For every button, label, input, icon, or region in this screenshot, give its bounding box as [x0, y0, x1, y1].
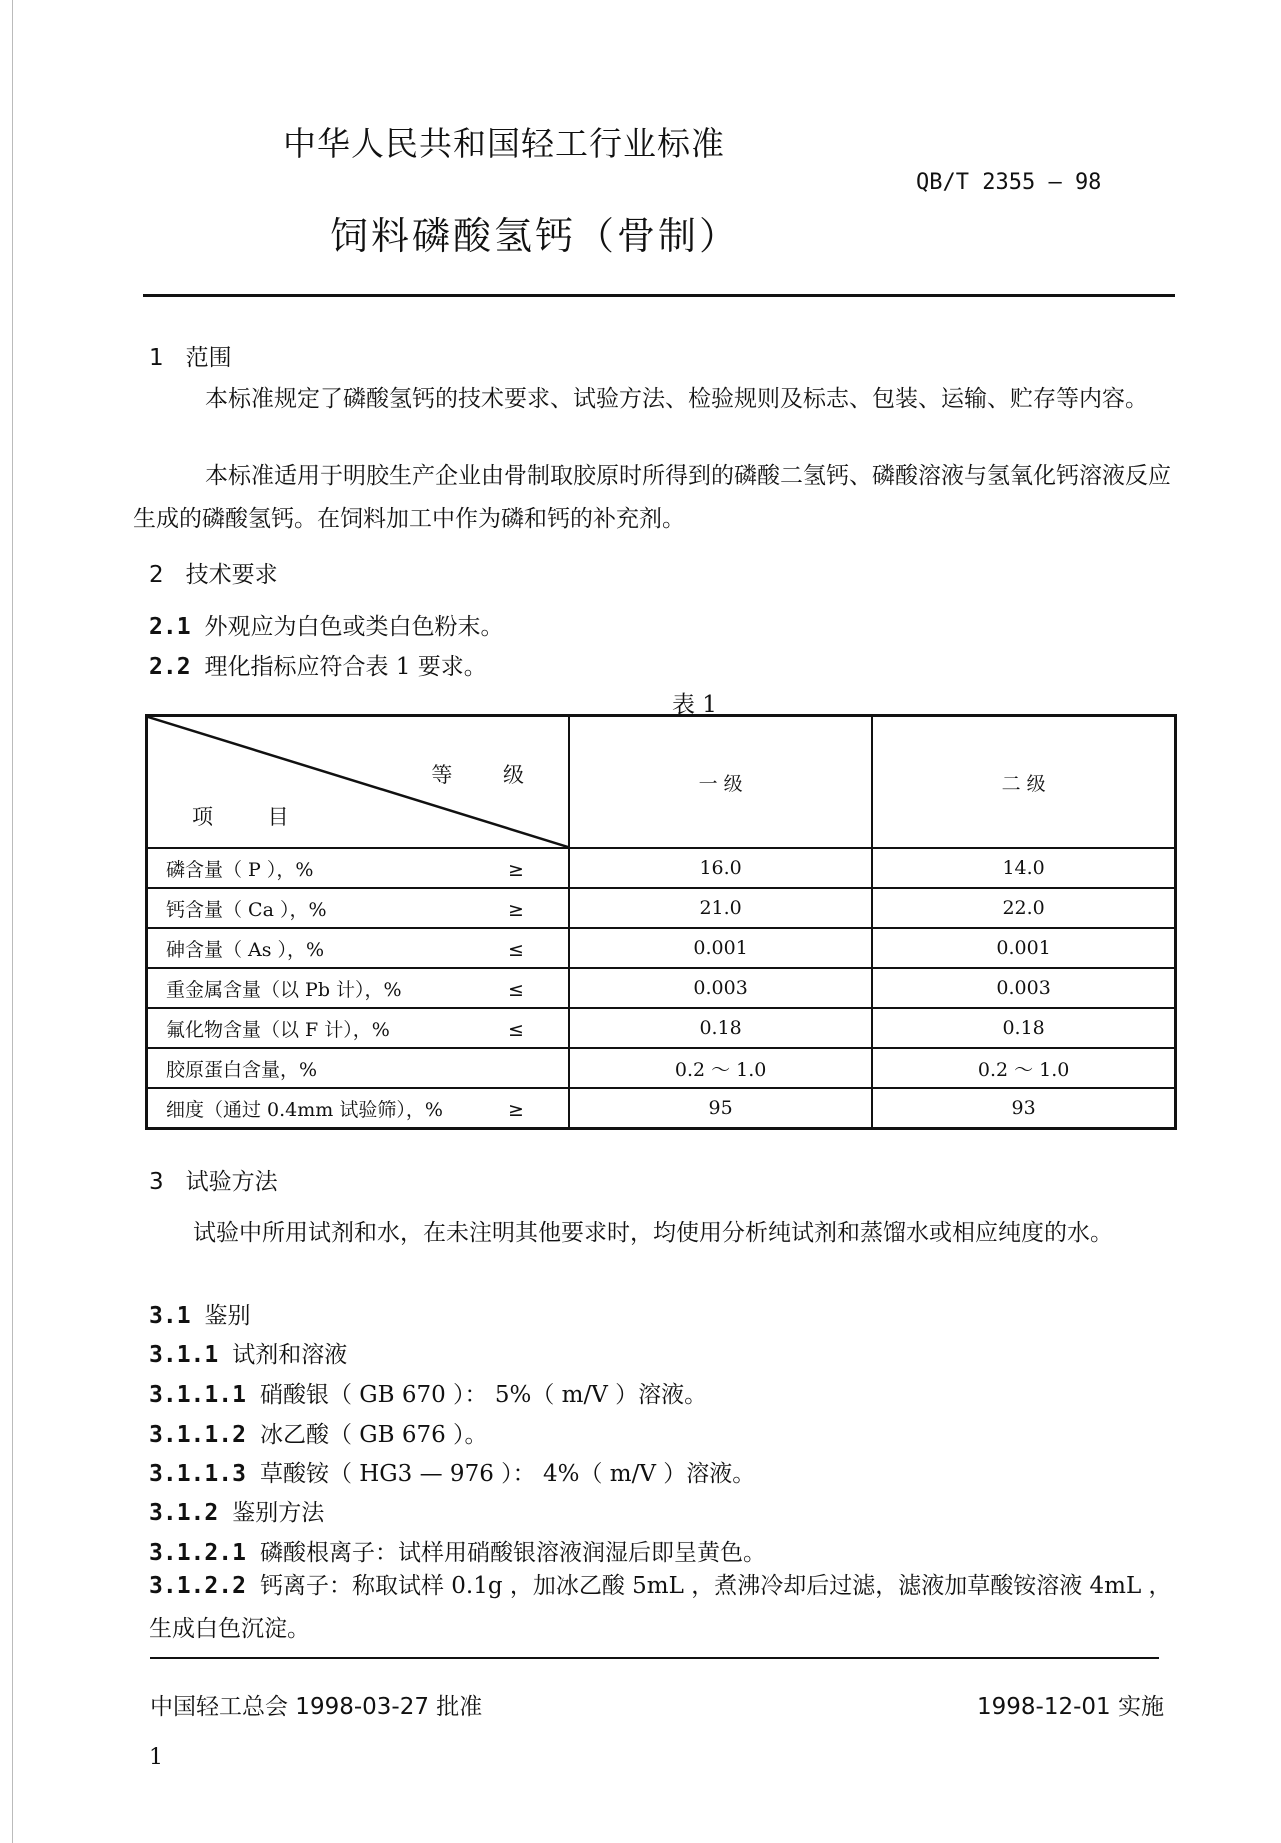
- clause-number: 3.1.2: [149, 1500, 219, 1526]
- clause-2-2: [149, 648, 487, 681]
- clause-text: 冰乙酸（ GB 676 ）。: [259, 1422, 488, 1448]
- grade-1-value: 16.0: [569, 848, 872, 888]
- section-number: 3: [149, 1169, 164, 1195]
- section-title: 试验方法: [185, 1169, 278, 1195]
- clause-number: 3.1.1.3: [149, 1461, 246, 1487]
- clause-number: 2.1: [149, 614, 191, 640]
- grade-1-value: 0.2 ～ 1.0: [569, 1048, 872, 1088]
- standard-number: QB/T 2355 — 98: [916, 170, 1102, 195]
- scope-paragraph-2: 本标准适用于明胶生产企业由骨制取胶原时所得到的磷酸二氢钙、磷酸溶液与氢氧化钙溶液反应生成的磷酸氢钙。在饲料加工中作为磷和钙的补充剂。: [133, 463, 1171, 532]
- clause-number: 3.1.2.2: [149, 1573, 246, 1599]
- clause-text: 钙离子：称取试样 0.1g ，加冰乙酸 5mL ，煮沸冷却后过滤，滤液加草酸铵溶液 4mL ，生成白色沉淀。: [149, 1573, 1172, 1642]
- scan-edge-line: [12, 0, 13, 1843]
- effective-date-line: 1998-12-01 实施: [977, 1694, 1164, 1720]
- methods-paragraph: 试验中所用试剂和水，在未注明其他要求时，均使用分析纯试剂和蒸馏水或相应纯度的水。: [193, 1220, 1113, 1246]
- clause-3-1-2-2: [149, 1565, 1178, 1651]
- table-row: [147, 1088, 1176, 1129]
- document-title: 饲料磷酸氢钙（骨制）: [330, 214, 741, 258]
- clause-number: 3.1: [149, 1303, 191, 1329]
- row-label-cell: [147, 1048, 570, 1088]
- table-row: [147, 848, 1176, 888]
- clause-number: 3.1.1.1: [149, 1382, 246, 1408]
- section-3-heading: [149, 1163, 278, 1196]
- clause-3-1-2-1: [149, 1534, 766, 1567]
- row-label-cell: [147, 928, 570, 968]
- comparison-sign: ≤: [508, 938, 524, 961]
- table-row: [147, 1008, 1176, 1048]
- row-label: 细度（通过 0.4mm 试验筛），%: [166, 1098, 443, 1121]
- grade-1-value: 0.001: [569, 928, 872, 968]
- scope-paragraph-1: 本标准规定了磷酸氢钙的技术要求、试验方法、检验规则及标志、包装、运输、贮存等内容。: [205, 386, 1148, 412]
- row-label-cell: [147, 968, 570, 1008]
- comparison-sign: ≤: [508, 978, 524, 1001]
- comparison-sign: ≥: [508, 858, 524, 881]
- table-row: [147, 928, 1176, 968]
- grade-1-value: 0.003: [569, 968, 872, 1008]
- clause-text: 鉴别方法: [232, 1500, 325, 1526]
- table-row: [147, 1048, 1176, 1088]
- section-number: 1: [149, 345, 164, 371]
- clause-text: 鉴别: [204, 1303, 251, 1329]
- grade-1-value: 0.18: [569, 1008, 872, 1048]
- clause-number: 3.1.1: [149, 1342, 219, 1368]
- approval-line: 中国轻工总会 1998-03-27 批准: [150, 1694, 483, 1720]
- clause-3-1-1-2: [149, 1416, 488, 1449]
- table-header-row: [147, 716, 1176, 849]
- clause-3-1: [149, 1297, 251, 1330]
- grade-2-value: 93: [872, 1088, 1175, 1129]
- clause-3-1-1-1: [149, 1376, 707, 1409]
- grade-2-value: 14.0: [872, 848, 1175, 888]
- row-label-cell: [147, 1088, 570, 1129]
- row-label: 磷含量（ P ），%: [166, 858, 314, 881]
- clause-text: 试剂和溶液: [232, 1342, 348, 1368]
- section-2-heading: [149, 556, 278, 589]
- section-title: 范围: [185, 345, 232, 371]
- header-grade-2: 二 级: [872, 716, 1175, 849]
- grade-2-value: 0.18: [872, 1008, 1175, 1048]
- section-1-heading: [149, 339, 232, 372]
- row-label-cell: [147, 848, 570, 888]
- row-label: 钙含量（ Ca ），%: [166, 898, 327, 921]
- bottom-divider: [150, 1657, 1159, 1659]
- clause-3-1-1-3: [149, 1455, 755, 1488]
- comparison-sign: ≥: [508, 1098, 524, 1121]
- clause-text: 理化指标应符合表 1 要求。: [204, 654, 487, 680]
- table-row: [147, 968, 1176, 1008]
- clause-3-1-1: [149, 1336, 347, 1369]
- clause-number: 2.2: [149, 654, 191, 680]
- top-divider: [143, 294, 1175, 297]
- clause-text: 外观应为白色或类白色粉末。: [204, 614, 504, 640]
- row-label-cell: [147, 1008, 570, 1048]
- comparison-sign: ≤: [508, 1018, 524, 1041]
- row-label: 胶原蛋白含量，%: [166, 1058, 318, 1081]
- header-item-label: 项 目: [192, 805, 313, 829]
- row-label: 砷含量（ As ），%: [166, 938, 325, 961]
- row-label: 氟化物含量（以 F 计），%: [166, 1018, 390, 1041]
- grade-2-value: 0.003: [872, 968, 1175, 1008]
- row-label-cell: [147, 888, 570, 928]
- grade-2-value: 22.0: [872, 888, 1175, 928]
- clause-number: 3.1.2.1: [149, 1540, 246, 1566]
- org-standard-heading: 中华人民共和国轻工行业标准: [283, 124, 725, 163]
- diagonal-header-cell: [147, 716, 570, 849]
- row-label: 重金属含量（以 Pb 计），%: [166, 978, 402, 1001]
- section-title: 技术要求: [185, 562, 278, 588]
- grade-2-value: 0.001: [872, 928, 1175, 968]
- page-number: 1: [149, 1745, 163, 1770]
- grade-1-value: 95: [569, 1088, 872, 1129]
- header-grade-label: 等 级: [431, 763, 546, 787]
- clause-text: 磷酸根离子：试样用硝酸银溶液润湿后即呈黄色。: [259, 1540, 766, 1566]
- spec-table: [145, 714, 1177, 1130]
- clause-2-1: [149, 608, 504, 641]
- section-number: 2: [149, 562, 164, 588]
- clause-text: 草酸铵（ HG3 — 976 ）： 4%（ m/V ）溶液。: [259, 1461, 756, 1487]
- clause-number: 3.1.1.2: [149, 1422, 246, 1448]
- table-row: [147, 888, 1176, 928]
- table-caption: 表 1: [672, 692, 717, 718]
- clause-text: 硝酸银（ GB 670 ）： 5%（ m/V ）溶液。: [259, 1382, 708, 1408]
- clause-3-1-2: [149, 1494, 324, 1527]
- grade-1-value: 21.0: [569, 888, 872, 928]
- comparison-sign: ≥: [508, 898, 524, 921]
- grade-2-value: 0.2 ～ 1.0: [872, 1048, 1175, 1088]
- header-grade-1: 一 级: [569, 716, 872, 849]
